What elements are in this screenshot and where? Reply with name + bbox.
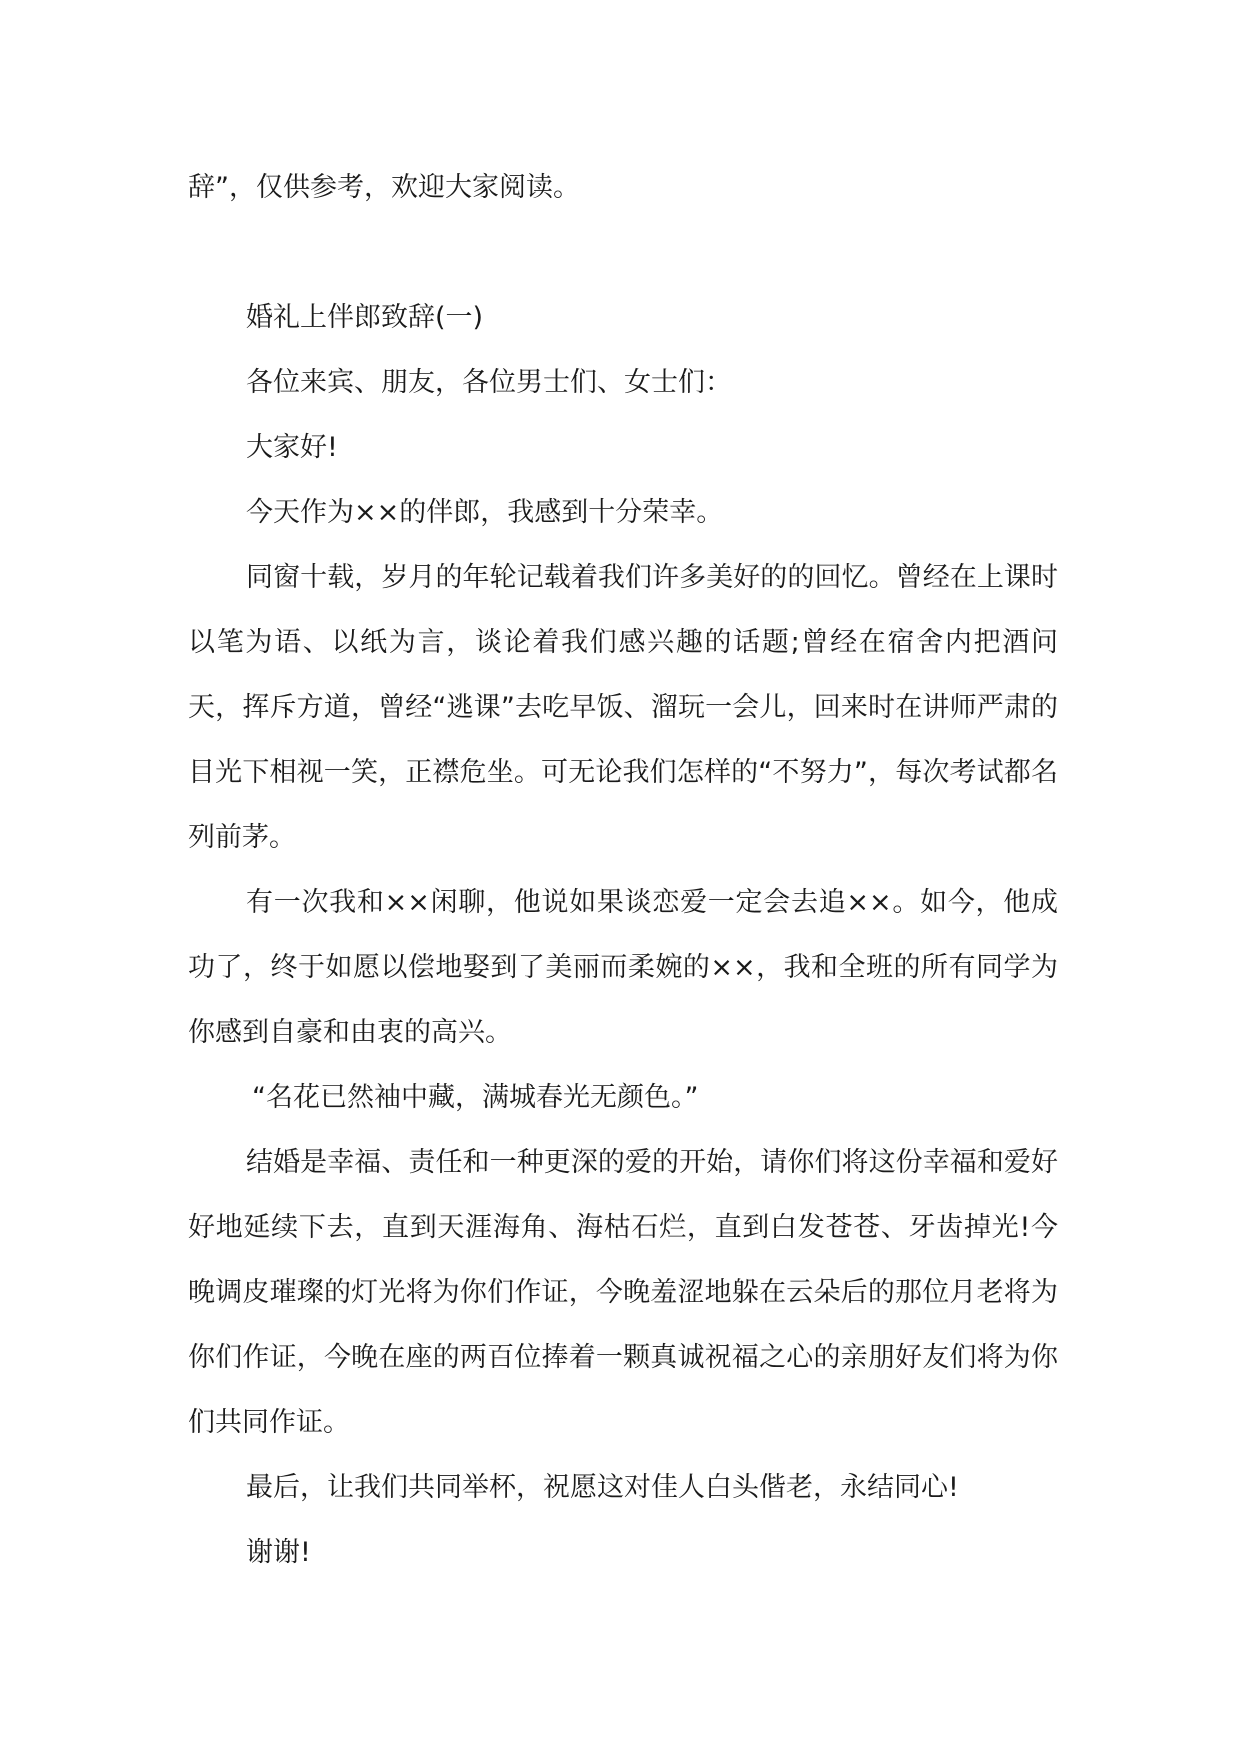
speech-heading: 婚礼上伴郎致辞(一) bbox=[246, 302, 484, 333]
paragraph-memories: 同窗十载，岁月的年轮记载着我们许多美好的的回忆。曾经在上课时以笔为语、以纸为言，谈论着我们感兴趣的话题;曾经在宿舍内把酒问天，挥斥方道，曾经“逃课”去吃早饭、溜玩一会儿，回来时在讲师严肃的目光下相视一笑，正襟危坐。可无论我们怎样的“不努力”，每次考试都名列前茅。 bbox=[188, 562, 1058, 853]
greeting: 大家好! bbox=[246, 432, 338, 463]
closing-thanks: 谢谢! bbox=[246, 1537, 311, 1568]
paragraph-wishes: 结婚是幸福、责任和一种更深的爱的开始，请你们将这份幸福和爱好好地延续下去，直到天涯海角、海枯石烂，直到白发苍苍、牙齿掉光!今晚调皮璀璨的灯光将为你们作证，今晚羞涩地躲在云朵后的那位月老将为你们作证，今晚在座的两百位捧着一颗真诚祝福之心的亲朋好友们将为你们共同作证。 bbox=[188, 1147, 1058, 1438]
salutation: 各位来宾、朋友，各位男士们、女士们： bbox=[246, 367, 732, 398]
intro-tail: 辞”，仅供参考，欢迎大家阅读。 bbox=[188, 172, 580, 203]
paragraph-honor: 今天作为××的伴郎，我感到十分荣幸。 bbox=[246, 497, 724, 528]
document-body bbox=[188, 155, 1058, 1585]
paragraph-toast: 最后，让我们共同举杯，祝愿这对佳人白头偕老，永结同心! bbox=[246, 1472, 959, 1503]
paragraph-story: 有一次我和××闲聊，他说如果谈恋爱一定会去追××。如今，他成功了，终于如愿以偿地娶到了美丽而柔婉的××，我和全班的所有同学为你感到自豪和由衷的高兴。 bbox=[188, 887, 1058, 1048]
poem-quote: “名花已然袖中藏，满城春光无颜色。” bbox=[252, 1082, 699, 1113]
paragraph-gap bbox=[188, 220, 1058, 285]
